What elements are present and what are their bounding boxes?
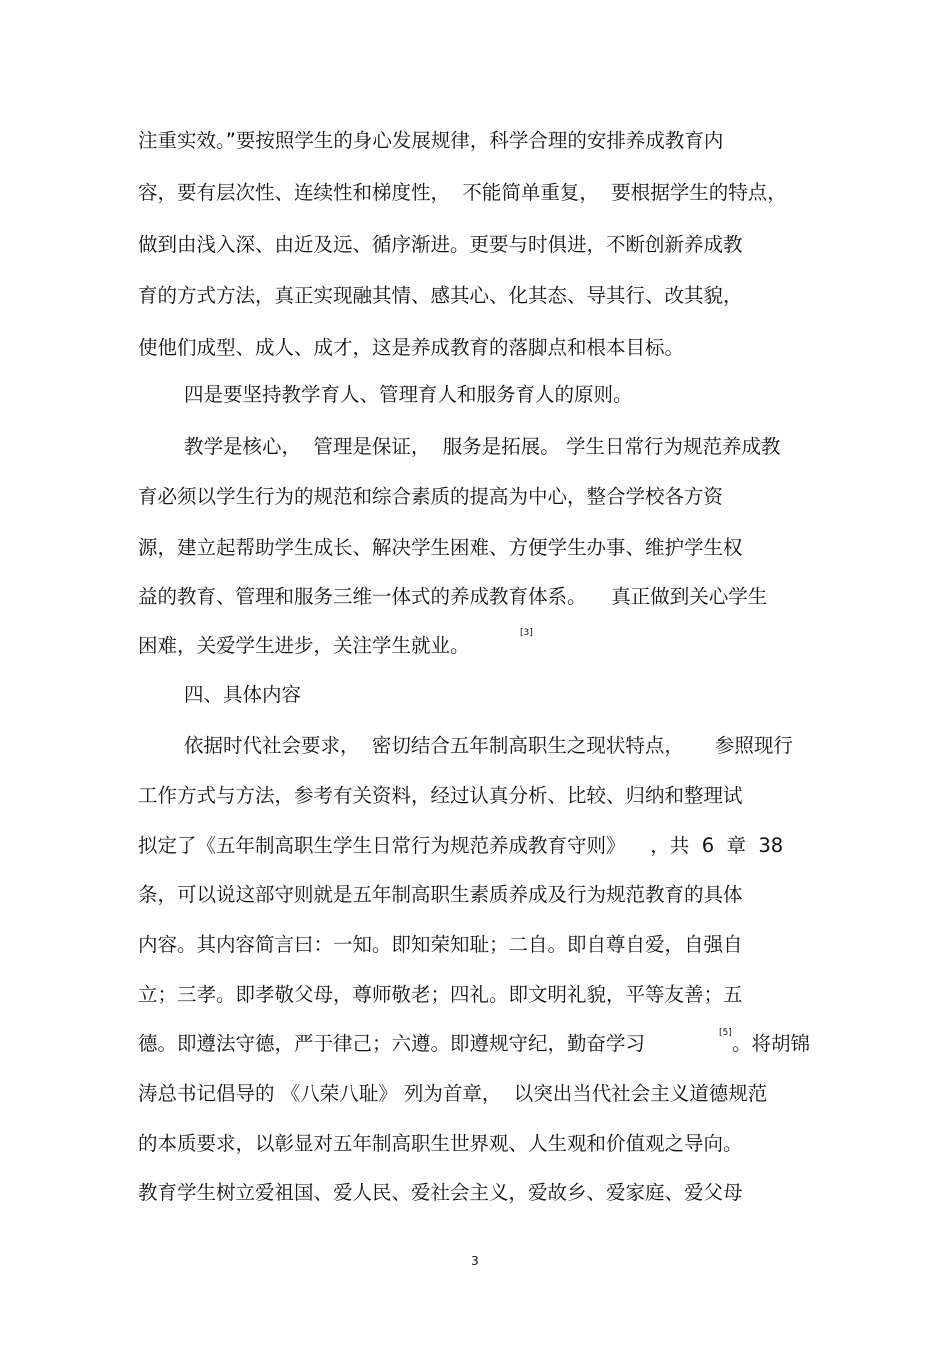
- text-line-19-tail: 。将胡锦: [732, 1032, 811, 1055]
- text-line-21: 的本质要求，以彰显对五年制高职生世界观、人生观和价值观之导向。: [138, 1132, 743, 1155]
- text-line-15: 拟定了《五年制高职生学生日常行为规范养成教育守则》 ，共 6 章 38: [138, 834, 784, 857]
- text-line-19: 德。即遵法守德，严于律己；六遵。即遵规守纪，勤奋学习: [138, 1032, 646, 1055]
- text-line-13: 依据时代社会要求， 密切结合五年制高职生之现状特点， 参照现行: [184, 734, 793, 757]
- text-line-5: 使他们成型、成人、成才，这是养成教育的落脚点和根本目标。: [138, 336, 685, 359]
- text-line-2: 容，要有层次性、连续性和梯度性， 不能简单重复， 要根据学生的特点，: [138, 181, 787, 204]
- text-line-7: 教学是核心， 管理是保证， 服务是拓展。 学生日常行为规范养成教: [184, 435, 781, 458]
- footnote-ref-3: [3]: [520, 628, 533, 638]
- principle-heading: 四是要坚持教学育人、管理育人和服务育人的原则。: [184, 383, 633, 406]
- text-line-17: 内容。其内容简言曰：一知。即知荣知耻；二自。即自尊自爱，自强自: [138, 933, 743, 956]
- text-line-16: 条，可以说这部守则就是五年制高职生素质养成及行为规范教育的具体: [138, 883, 743, 906]
- footnote-ref-5: [5]: [719, 1028, 732, 1038]
- text-line-14: 工作方式与方法，参考有关资料，经过认真分析、比较、归纳和整理试: [138, 784, 743, 807]
- text-line-1: 注重实效。”要按照学生的身心发展规律，科学合理的安排养成教育内: [138, 129, 724, 152]
- text-line-11: 困难，关爱学生进步，关注学生就业。: [138, 634, 470, 657]
- page-number: 3: [471, 1254, 479, 1268]
- text-line-20: 涛总书记倡导的 《八荣八耻》 列为首章， 以突出当代社会主义道德规范: [138, 1082, 768, 1105]
- text-line-3: 做到由浅入深、由近及远、循序渐进。更要与时俱进，不断创新养成教: [138, 233, 743, 256]
- text-line-8: 育必须以学生行为的规范和综合素质的提高为中心，整合学校各方资: [138, 485, 724, 508]
- section-heading: 四、具体内容: [184, 683, 302, 706]
- text-line-22: 教育学生树立爱祖国、爱人民、爱社会主义，爱故乡、爱家庭、爱父母: [138, 1181, 743, 1204]
- text-line-10: 益的教育、管理和服务三维一体式的养成教育体系。 真正做到关心学生: [138, 585, 768, 608]
- text-line-18: 立；三孝。即孝敬父母，尊师敬老；四礼。即文明礼貌，平等友善；五: [138, 983, 743, 1006]
- text-line-9: 源，建立起帮助学生成长、解决学生困难、方便学生办事、维护学生权: [138, 536, 743, 559]
- text-line-4: 育的方式方法，真正实现融其情、感其心、化其态、导其行、改其貌，: [138, 284, 743, 307]
